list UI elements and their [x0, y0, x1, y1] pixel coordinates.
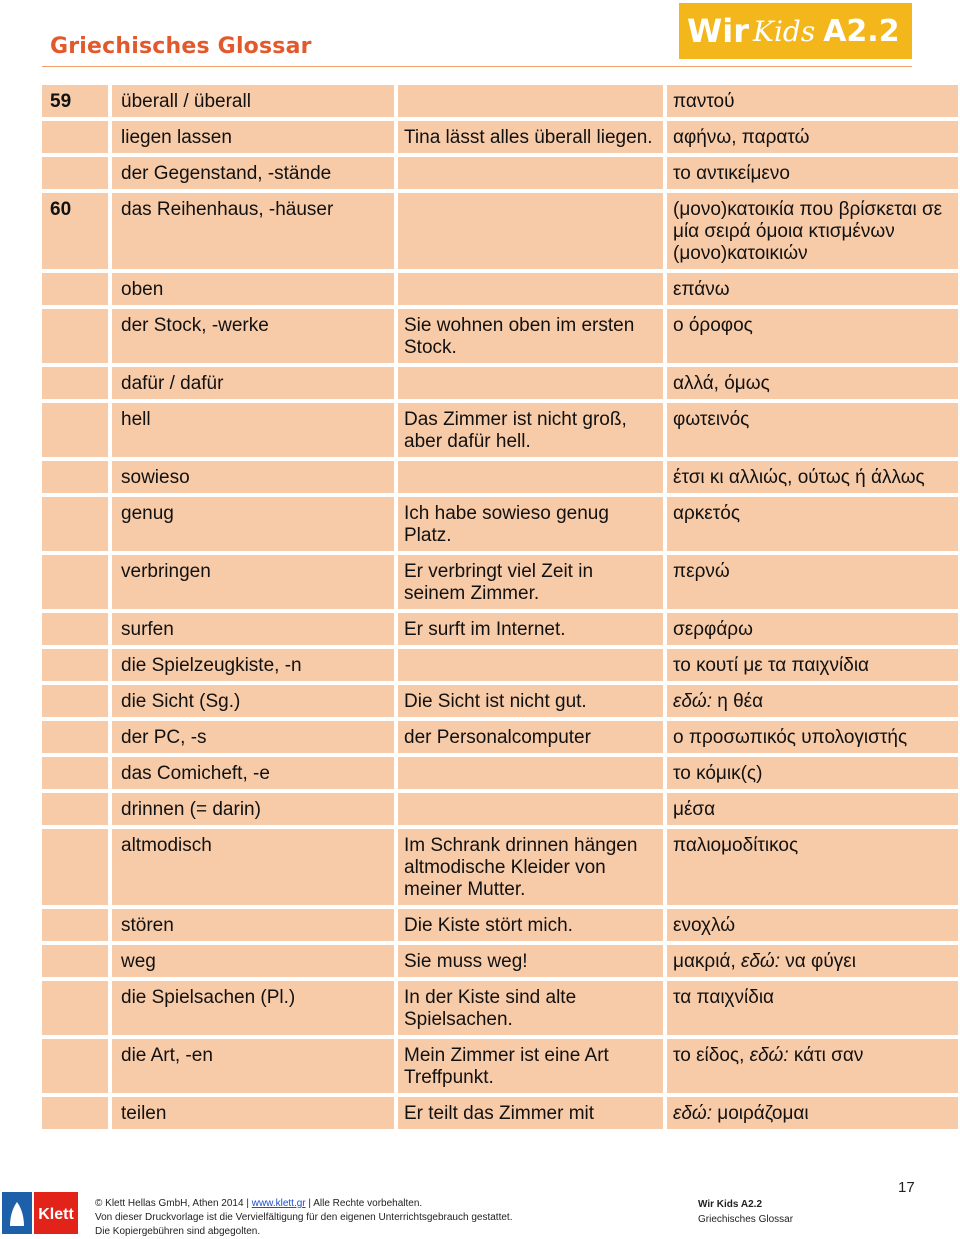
table-row [42, 793, 958, 825]
greek-note-marker: εδώ: [673, 1103, 712, 1124]
greek-text: το αντικείμενο [673, 163, 790, 184]
entry-number [42, 367, 108, 399]
example-sentence: Die Sicht ist nicht gut. [398, 685, 663, 717]
logo-wir: Wir [687, 12, 750, 50]
greek-translation [667, 945, 958, 977]
greek-translation [667, 613, 958, 645]
table-row [42, 273, 958, 305]
german-term: sowieso [112, 461, 394, 493]
table-row [42, 157, 958, 189]
table-row [42, 829, 958, 905]
table-row [42, 367, 958, 399]
logo-kids: Kids [753, 14, 816, 48]
greek-text: κάτι σαν [788, 1045, 864, 1066]
klett-logo [2, 1192, 78, 1234]
glossary-table [42, 85, 958, 1133]
example-sentence [398, 793, 663, 825]
greek-translation [667, 1039, 958, 1093]
greek-text: να φύγει [780, 951, 856, 972]
entry-number [42, 555, 108, 609]
german-term: dafür / dafür [112, 367, 394, 399]
footer-permission-line: Von dieser Druckvorlage ist die Vervielfältigung für den eigenen Unterrichtsgebrauch gestattet. [95, 1212, 513, 1223]
table-row [42, 945, 958, 977]
german-term: das Comicheft, -e [112, 757, 394, 789]
greek-text: ενοχλώ [673, 915, 736, 936]
entry-number [42, 1039, 108, 1093]
footer-book-subtitle: Griechisches Glossar [698, 1214, 794, 1225]
entry-number [42, 497, 108, 551]
greek-note-marker: εδώ: [741, 951, 780, 972]
example-sentence [398, 193, 663, 269]
greek-text: παντού [673, 91, 735, 112]
greek-text: αλλά, όμως [673, 373, 770, 394]
greek-text: σερφάρω [673, 619, 753, 640]
greek-translation [667, 555, 958, 609]
table-row [42, 981, 958, 1035]
greek-text: το κουτί με τα παιχνίδια [673, 655, 870, 676]
greek-translation [667, 309, 958, 363]
greek-text: φωτεινός [673, 409, 750, 430]
page-number: 17 [898, 1179, 915, 1196]
entry-number [42, 649, 108, 681]
document-title: Griechisches Glossar [50, 34, 312, 59]
german-term: surfen [112, 613, 394, 645]
german-term: das Reihenhaus, -häuser [112, 193, 394, 269]
greek-text: το κόμικ(ς) [673, 763, 763, 784]
greek-translation [667, 403, 958, 457]
greek-text: ο προσωπικός υπολογιστής [673, 727, 908, 748]
entry-number [42, 685, 108, 717]
example-sentence: der Personalcomputer [398, 721, 663, 753]
greek-text: μακριά, [673, 951, 742, 972]
table-row [42, 721, 958, 753]
footer-website-link[interactable]: www.klett.gr [251, 1198, 306, 1209]
example-sentence: Tina lässt alles überall liegen. [398, 121, 663, 153]
table-row [42, 909, 958, 941]
example-sentence: Er verbringt viel Zeit in seinem Zimmer. [398, 555, 663, 609]
greek-text: παλιομοδίτικος [673, 835, 799, 856]
logo-level: A2.2 [823, 13, 900, 49]
greek-text: αφήνω, παρατώ [673, 127, 810, 148]
greek-text: ο όροφος [673, 315, 753, 336]
entry-number: 60 [42, 193, 108, 269]
entry-number [42, 793, 108, 825]
entry-number [42, 721, 108, 753]
table-row [42, 461, 958, 493]
greek-translation [667, 685, 958, 717]
greek-translation [667, 757, 958, 789]
german-term: teilen [112, 1097, 394, 1129]
greek-note-marker: εδώ: [749, 1045, 789, 1066]
greek-translation [667, 497, 958, 551]
greek-text: (μονο)κατοικία που βρίσκεται σε μία σειρά όμοια κτισμένων (μονο)κατοικιών [673, 199, 943, 264]
german-term: die Spielsachen (Pl.) [112, 981, 394, 1035]
greek-translation [667, 157, 958, 189]
table-row [42, 1097, 958, 1129]
greek-translation [667, 121, 958, 153]
greek-translation [667, 829, 958, 905]
footer-book-info [698, 1197, 793, 1227]
example-sentence: Er teilt das Zimmer mit [398, 1097, 663, 1129]
table-row [42, 613, 958, 645]
entry-number [42, 273, 108, 305]
example-sentence [398, 757, 663, 789]
greek-note-marker: εδώ: [673, 691, 712, 712]
table-row [42, 309, 958, 363]
greek-text: η θέα [711, 691, 764, 712]
german-term: genug [112, 497, 394, 551]
table-row [42, 193, 958, 269]
greek-translation [667, 273, 958, 305]
table-row [42, 403, 958, 457]
entry-number [42, 757, 108, 789]
greek-translation [667, 649, 958, 681]
greek-text: τα παιχνίδια [673, 987, 775, 1008]
greek-translation [667, 1097, 958, 1129]
greek-text: έτσι κι αλλιώς, ούτως ή άλλως [673, 467, 925, 488]
example-sentence: Ich habe sowieso genug Platz. [398, 497, 663, 551]
greek-text: μοιράζομαι [711, 1103, 809, 1124]
greek-translation [667, 981, 958, 1035]
example-sentence: Das Zimmer ist nicht groß, aber dafür hell. [398, 403, 663, 457]
german-term: drinnen (= darin) [112, 793, 394, 825]
table-row [42, 85, 958, 117]
german-term: liegen lassen [112, 121, 394, 153]
greek-translation [667, 85, 958, 117]
footer-copyright-line [95, 1197, 512, 1211]
example-sentence: Er surft im Internet. [398, 613, 663, 645]
example-sentence [398, 367, 663, 399]
footer-book-title: Wir Kids A2.2 [698, 1199, 762, 1210]
table-row [42, 685, 958, 717]
entry-number [42, 945, 108, 977]
table-row [42, 121, 958, 153]
example-sentence: In der Kiste sind alte Spielsachen. [398, 981, 663, 1035]
entry-number [42, 981, 108, 1035]
german-term: der Stock, -werke [112, 309, 394, 363]
footer-fees-line: Die Kopiergebühren sind abgegolten. [95, 1226, 261, 1237]
entry-number [42, 309, 108, 363]
entry-number [42, 909, 108, 941]
greek-translation [667, 721, 958, 753]
footer-legal [95, 1197, 512, 1239]
german-term: verbringen [112, 555, 394, 609]
greek-translation [667, 909, 958, 941]
klett-logo-text: Klett [38, 1206, 74, 1223]
german-term: die Sicht (Sg.) [112, 685, 394, 717]
greek-text: επάνω [673, 279, 730, 300]
entry-number [42, 461, 108, 493]
example-sentence: Im Schrank drinnen hängen altmodische Kleider von meiner Mutter. [398, 829, 663, 905]
german-term: hell [112, 403, 394, 457]
greek-translation [667, 367, 958, 399]
entry-number [42, 121, 108, 153]
german-term: stören [112, 909, 394, 941]
example-sentence [398, 461, 663, 493]
entry-number [42, 1097, 108, 1129]
footer-copyright-pre: © Klett Hellas GmbH, Athen 2014 | [95, 1198, 252, 1209]
german-term: der PC, -s [112, 721, 394, 753]
header-divider [42, 66, 912, 67]
greek-translation [667, 193, 958, 269]
entry-number: 59 [42, 85, 108, 117]
german-term: überall / überall [112, 85, 394, 117]
table-row [42, 649, 958, 681]
example-sentence: Mein Zimmer ist eine Art Treffpunkt. [398, 1039, 663, 1093]
footer-copyright-post: | Alle Rechte vorbehalten. [305, 1198, 423, 1209]
example-sentence: Sie muss weg! [398, 945, 663, 977]
greek-translation [667, 461, 958, 493]
entry-number [42, 829, 108, 905]
greek-text: μέσα [673, 799, 716, 820]
greek-text: το είδος, [673, 1045, 750, 1066]
greek-translation [667, 793, 958, 825]
entry-number [42, 157, 108, 189]
entry-number [42, 613, 108, 645]
greek-text: αρκετός [673, 503, 740, 524]
entry-number [42, 403, 108, 457]
example-sentence: Sie wohnen oben im ersten Stock. [398, 309, 663, 363]
example-sentence [398, 273, 663, 305]
german-term: die Spielzeugkiste, -n [112, 649, 394, 681]
table-row [42, 555, 958, 609]
example-sentence [398, 649, 663, 681]
german-term: oben [112, 273, 394, 305]
table-row [42, 497, 958, 551]
table-row [42, 1039, 958, 1093]
german-term: die Art, -en [112, 1039, 394, 1093]
example-sentence [398, 157, 663, 189]
greek-text: περνώ [673, 561, 730, 582]
german-term: der Gegenstand, -stände [112, 157, 394, 189]
german-term: altmodisch [112, 829, 394, 905]
table-row [42, 757, 958, 789]
example-sentence [398, 85, 663, 117]
german-term: weg [112, 945, 394, 977]
example-sentence: Die Kiste stört mich. [398, 909, 663, 941]
wir-kids-logo [679, 3, 912, 59]
